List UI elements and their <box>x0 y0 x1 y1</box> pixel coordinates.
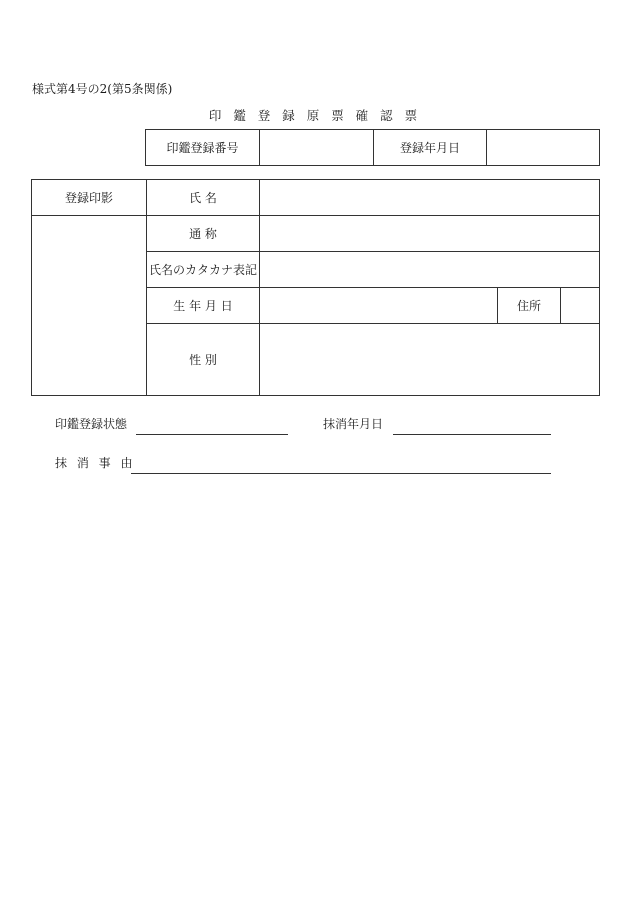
cancellation-reason-field[interactable] <box>131 473 551 474</box>
seal-status-label: 印鑑登録状態 <box>55 417 128 431</box>
alias-field[interactable] <box>260 216 599 251</box>
alias-label: 通 称 <box>189 227 217 241</box>
seal-status-field[interactable] <box>136 434 288 435</box>
registration-date-field[interactable] <box>487 130 599 165</box>
document-title: 印 鑑 登 録 原 票 確 認 票 <box>208 108 422 123</box>
registration-number-field[interactable] <box>260 130 373 165</box>
registration-number-label: 印鑑登録番号 <box>166 141 239 155</box>
address-label: 住所 <box>516 299 541 313</box>
katakana-name-field[interactable] <box>260 252 599 287</box>
registration-table <box>145 129 600 166</box>
form-reference: 様式第4号の2(第5条関係) <box>32 82 173 96</box>
seal-impression-area[interactable] <box>32 216 146 395</box>
cancellation-date-label: 抹消年月日 <box>323 417 384 431</box>
name-label: 氏 名 <box>189 191 217 205</box>
address-field[interactable] <box>561 288 599 323</box>
birthdate-label: 生 年 月 日 <box>173 299 233 313</box>
registrant-table <box>31 179 600 396</box>
katakana-name-label: 氏名のカタカナ表記 <box>148 263 257 277</box>
cancellation-reason-label: 抹 消 事 由 <box>55 456 136 470</box>
gender-field[interactable] <box>260 324 599 395</box>
registration-date-label: 登録年月日 <box>399 141 460 155</box>
gender-label: 性 別 <box>189 353 217 367</box>
name-field[interactable] <box>260 180 599 215</box>
cancellation-date-field[interactable] <box>393 434 551 435</box>
seal-impression-label: 登録印影 <box>64 191 113 205</box>
birthdate-field[interactable] <box>260 288 497 323</box>
